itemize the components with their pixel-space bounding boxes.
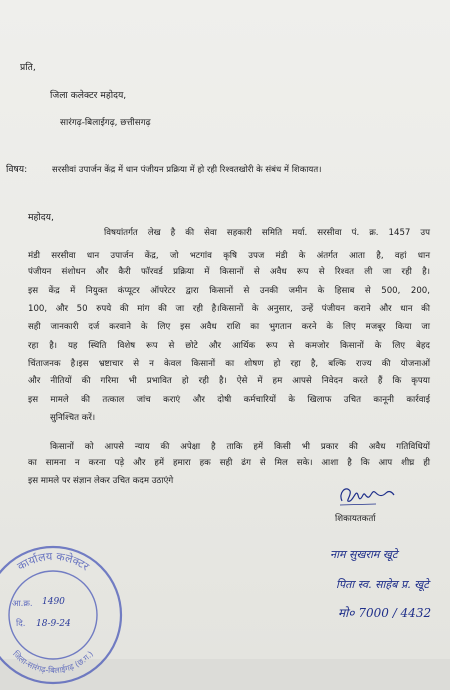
paragraph-1-line: इस केंद्र में नियुक्त कंप्यूटर ऑपरेटर द्वारा किसानों से उनकी जमीन के हिसाब से 500, 200, bbox=[28, 286, 430, 296]
addressee-line-2: सारंगढ़-बिलाईगढ़, छत्तीसगढ़ bbox=[60, 118, 151, 128]
signature-scribble bbox=[336, 483, 396, 509]
subject-text: सरसीवां उपार्जन केंद्र में धान पंजीयन प्रक्रिया में हो रही रिश्वतखोरी के संबंध में शिकायत। bbox=[52, 165, 322, 175]
paragraph-1-line: सुनिश्चित करें। bbox=[50, 413, 96, 423]
stamp-date-value: 18-9-24 bbox=[36, 619, 71, 629]
stamp-inward-number: 1490 bbox=[42, 597, 65, 607]
signature-label: शिकायतकर्ता bbox=[335, 514, 376, 524]
paragraph-2-line: का सामना न करना पड़े और हमें हमारा हक सही ढंग से मिल सके। आशा है कि आप शीघ्र ही bbox=[28, 458, 430, 468]
subject-label: विषय: bbox=[6, 164, 28, 175]
paragraph-2-line: किसानों को आपसे न्याय की अपेक्षा है ताकि हमें किसी भी प्रकार की अवैध गतिविधियों bbox=[50, 442, 430, 452]
handwritten-mobile: मो० 7000 / 4432 bbox=[338, 606, 432, 620]
paragraph-1-line: सही जानकारी दर्ज करवाने के लिए इस अवैध राशि का भुगतान करने के लिए मजबूर किया जा bbox=[28, 322, 430, 332]
paragraph-1-line: विषयांतर्गत लेख है की सेवा सहकारी समिति मर्या. सरसीवा पं. क्र. 1457 उप bbox=[104, 228, 430, 238]
salutation: महोदय, bbox=[28, 212, 54, 223]
stamp-office-text: कार्यालय कलेक्टर bbox=[15, 549, 92, 574]
to-label: प्रति, bbox=[20, 62, 36, 73]
office-stamp bbox=[0, 540, 128, 690]
handwritten-name: नाम सुखराम खूटे bbox=[330, 548, 398, 561]
paragraph-1-line: चिंताजनक है।इस भ्रष्टाचार से न केवल किसानों का शोषण हो रहा है, बल्कि राज्य की योजनाओं bbox=[28, 359, 430, 369]
paragraph-2-line: इस मामले पर संज्ञान लेकर उचित कदम उठाएंगे bbox=[28, 476, 174, 486]
stamp-inward-label: आ.क्र. bbox=[12, 599, 33, 609]
paragraph-1-line: मंडी सरसीवा धान उपार्जन केंद्र, जो भटगांव कृषि उपज मंडी के अंतर्गत आता है, वहां धान bbox=[28, 251, 430, 261]
stamp-district-text: जिला-सारंगढ़-बिलाईगढ़ (छ.ग.) bbox=[10, 649, 96, 676]
stamp-date-label: दि. bbox=[16, 619, 26, 629]
svg-text:जिला-सारंगढ़-बिलाईगढ़ (छ.ग.) bbox=[11, 649, 95, 675]
paragraph-1-line: पंजीयन संशोधन और कैरी फॉरवर्ड प्रक्रिया में किसानों से अवैध रूप से रिश्वत ली जा रही है। bbox=[28, 267, 430, 277]
addressee-line-1: जिला कलेक्टर महोदय, bbox=[50, 90, 127, 101]
paragraph-1-line: इस मामले की तत्काल जांच कराएं और दोषी कर्मचारियों के खिलाफ उचित कानूनी कार्रवाई bbox=[28, 395, 430, 405]
paragraph-1-line: रहा है। यह स्थिति विशेष रूप से छोटे और आर्थिक रूप से कमजोर किसानों के लिए बेहद bbox=[28, 341, 430, 351]
paragraph-1-line: 100, और 50 रुपये की मांग की जा रही है।किसानों के अनुसार, उन्हें पंजीयन कराने और धान की bbox=[28, 304, 430, 314]
paragraph-1-line: और नीतियों की गरिमा भी प्रभावित हो रही है। ऐसे में हम आपसे निवेदन करते हैं कि कृपया bbox=[28, 376, 430, 386]
handwritten-father-name: पिता स्व. साहेब प्र. खूटे bbox=[336, 578, 429, 591]
